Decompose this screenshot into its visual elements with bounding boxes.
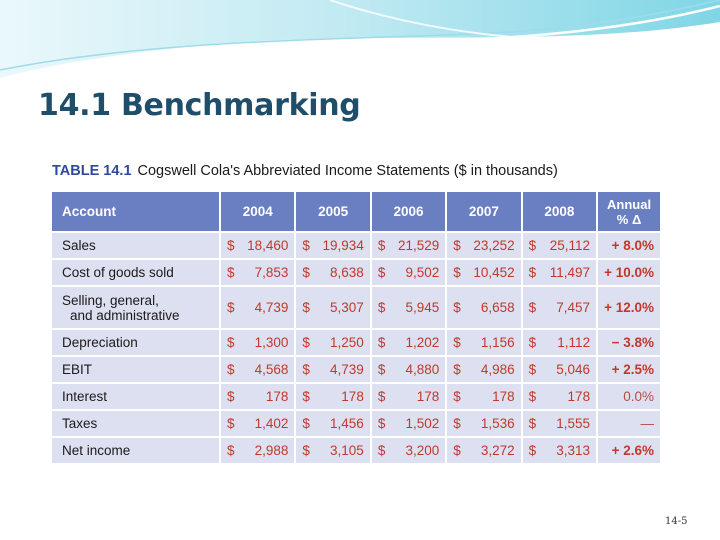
amount: 10,452 [473, 265, 515, 280]
amount: 11,497 [549, 265, 591, 280]
currency-symbol: $ [528, 389, 537, 404]
currency-symbol: $ [528, 362, 537, 377]
value-cell [221, 287, 294, 328]
value-cell [372, 260, 445, 285]
value-cell [523, 287, 596, 328]
value-cell [221, 330, 294, 355]
amount: 1,156 [480, 335, 515, 350]
currency-symbol: $ [453, 300, 461, 315]
currency-symbol: $ [227, 443, 235, 458]
amount: 1,202 [405, 335, 440, 350]
amount: 2,988 [254, 443, 289, 458]
table-caption-text: Cogswell Cola's Abbreviated Income Statements ($ in thousands) [137, 163, 558, 179]
amount: 7,853 [254, 265, 289, 280]
value-cell [221, 438, 294, 463]
currency-symbol: $ [302, 265, 310, 280]
amount: 4,739 [330, 362, 364, 377]
column-header-account: Account [52, 192, 219, 231]
amount: 1,456 [330, 416, 364, 431]
value-cell [296, 384, 369, 409]
currency-symbol: $ [528, 443, 537, 458]
currency-symbol: $ [453, 443, 461, 458]
value-cell [447, 287, 520, 328]
annual-change-cell: + 2.6% [598, 438, 660, 463]
account-label-line2: and administrative [70, 307, 180, 323]
currency-symbol: $ [227, 389, 235, 404]
value-cell [221, 260, 294, 285]
currency-symbol: $ [377, 238, 386, 253]
amount: 18,460 [247, 238, 289, 253]
amount: 25,112 [549, 238, 591, 253]
value-cell [221, 357, 294, 382]
currency-symbol: $ [377, 443, 386, 458]
amount: 4,568 [254, 362, 289, 377]
currency-symbol: $ [302, 335, 310, 350]
amount: 1,250 [330, 335, 364, 350]
value-cell [372, 330, 445, 355]
currency-symbol: $ [377, 416, 386, 431]
amount: 1,402 [254, 416, 289, 431]
account-label: Selling, general, [62, 292, 159, 308]
table-row [52, 233, 660, 258]
currency-symbol: $ [302, 300, 310, 315]
amount: 4,880 [405, 362, 440, 377]
annual-change-cell: + 12.0% [598, 287, 660, 328]
column-header-2004: 2004 [221, 192, 294, 231]
amount: 9,502 [405, 265, 440, 280]
amount: 23,252 [473, 238, 515, 253]
account-label: Interest [62, 389, 108, 404]
account-cell [52, 287, 219, 328]
account-label: Depreciation [62, 335, 138, 350]
value-cell [523, 411, 596, 436]
currency-symbol: $ [528, 300, 537, 315]
amount: 178 [416, 389, 440, 404]
account-cell [52, 357, 219, 382]
account-label: Taxes [62, 416, 98, 431]
value-cell [523, 384, 596, 409]
currency-symbol: $ [528, 335, 537, 350]
amount: 1,555 [556, 416, 591, 431]
income-statement-table [50, 190, 662, 465]
value-cell [523, 260, 596, 285]
value-cell [447, 384, 520, 409]
value-cell [372, 411, 445, 436]
currency-symbol: $ [453, 265, 461, 280]
currency-symbol: $ [377, 362, 386, 377]
annual-change-cell: + 8.0% [598, 233, 660, 258]
account-cell [52, 411, 219, 436]
annual-change-cell: + 10.0% [598, 260, 660, 285]
currency-symbol: $ [377, 335, 386, 350]
amount: 5,945 [405, 300, 440, 315]
currency-symbol: $ [453, 416, 461, 431]
value-cell [221, 233, 294, 258]
amount: 178 [265, 389, 289, 404]
currency-symbol: $ [377, 389, 386, 404]
currency-symbol: $ [227, 265, 235, 280]
value-cell [296, 233, 369, 258]
value-cell [447, 233, 520, 258]
amount: 1,536 [480, 416, 515, 431]
account-cell [52, 330, 219, 355]
table-row [52, 411, 660, 436]
income-statement-table-container [50, 190, 662, 465]
value-cell [296, 411, 369, 436]
table-number: TABLE 14.1 [52, 163, 132, 179]
currency-symbol: $ [453, 238, 461, 253]
header-banner [0, 0, 720, 90]
column-header-2008: 2008 [523, 192, 596, 231]
currency-symbol: $ [302, 238, 310, 253]
currency-symbol: $ [227, 416, 235, 431]
amount: 3,313 [556, 443, 591, 458]
value-cell [447, 411, 520, 436]
currency-symbol: $ [302, 443, 310, 458]
annual-change-cell: − 3.8% [598, 330, 660, 355]
slide-title: 14.1 Benchmarking [38, 88, 361, 123]
amount: 7,457 [556, 300, 591, 315]
currency-symbol: $ [377, 300, 386, 315]
table-row [52, 260, 660, 285]
value-cell [296, 260, 369, 285]
annual-change-cell: 0.0% [598, 384, 660, 409]
value-cell [372, 384, 445, 409]
value-cell [523, 330, 596, 355]
column-header-2005: 2005 [296, 192, 369, 231]
currency-symbol: $ [227, 362, 235, 377]
table-body [52, 233, 660, 463]
currency-symbol: $ [377, 265, 386, 280]
amount: 6,658 [480, 300, 515, 315]
table-caption [52, 163, 662, 179]
value-cell [523, 233, 596, 258]
amount: 3,105 [330, 443, 364, 458]
value-cell [372, 438, 445, 463]
amount: 1,112 [557, 335, 591, 350]
currency-symbol: $ [302, 389, 310, 404]
value-cell [372, 287, 445, 328]
table-row [52, 330, 660, 355]
amount: 21,529 [397, 238, 440, 253]
value-cell [447, 357, 520, 382]
amount: 1,300 [254, 335, 289, 350]
amount: 3,272 [480, 443, 515, 458]
value-cell [372, 233, 445, 258]
annual-change-cell: — [598, 411, 660, 436]
account-cell [52, 233, 219, 258]
account-cell [52, 260, 219, 285]
currency-symbol: $ [528, 238, 537, 253]
amount: 178 [567, 389, 591, 404]
value-cell [447, 260, 520, 285]
currency-symbol: $ [453, 335, 461, 350]
amount: 5,046 [556, 362, 591, 377]
account-cell [52, 438, 219, 463]
column-header-2006: 2006 [372, 192, 445, 231]
currency-symbol: $ [227, 238, 235, 253]
account-label: EBIT [62, 362, 93, 377]
column-header-annual-change [598, 192, 660, 231]
table-header-row [52, 192, 660, 231]
amount: 1,502 [405, 416, 440, 431]
table-row [52, 384, 660, 409]
currency-symbol: $ [528, 265, 537, 280]
amount: 4,739 [254, 300, 289, 315]
amount: 8,638 [330, 265, 364, 280]
value-cell [296, 330, 369, 355]
value-cell [296, 357, 369, 382]
currency-symbol: $ [453, 389, 461, 404]
account-label: Net income [62, 443, 131, 458]
amount: 3,200 [405, 443, 440, 458]
currency-symbol: $ [302, 416, 310, 431]
currency-symbol: $ [528, 416, 537, 431]
currency-symbol: $ [227, 335, 235, 350]
column-header-2007: 2007 [447, 192, 520, 231]
currency-symbol: $ [453, 362, 461, 377]
value-cell [447, 330, 520, 355]
account-cell [52, 384, 219, 409]
table-row [52, 287, 660, 328]
table-row [52, 438, 660, 463]
annual-change-cell: + 2.5% [598, 357, 660, 382]
amount: 178 [341, 389, 364, 404]
value-cell [447, 438, 520, 463]
amount: 19,934 [322, 238, 364, 253]
annual-change-label: Annual [607, 196, 652, 212]
page-number: 14-5 [665, 516, 688, 527]
value-cell [523, 438, 596, 463]
currency-symbol: $ [227, 300, 235, 315]
currency-symbol: $ [302, 362, 310, 377]
value-cell [372, 357, 445, 382]
table-row [52, 357, 660, 382]
value-cell [296, 287, 369, 328]
amount: 4,986 [480, 362, 515, 377]
amount: 178 [492, 389, 515, 404]
value-cell [296, 438, 369, 463]
value-cell [221, 384, 294, 409]
account-label: Sales [62, 238, 96, 253]
amount: 5,307 [330, 300, 364, 315]
value-cell [523, 357, 596, 382]
annual-change-symbol: % Δ [616, 211, 642, 227]
account-label: Cost of goods sold [62, 265, 174, 280]
value-cell [221, 411, 294, 436]
